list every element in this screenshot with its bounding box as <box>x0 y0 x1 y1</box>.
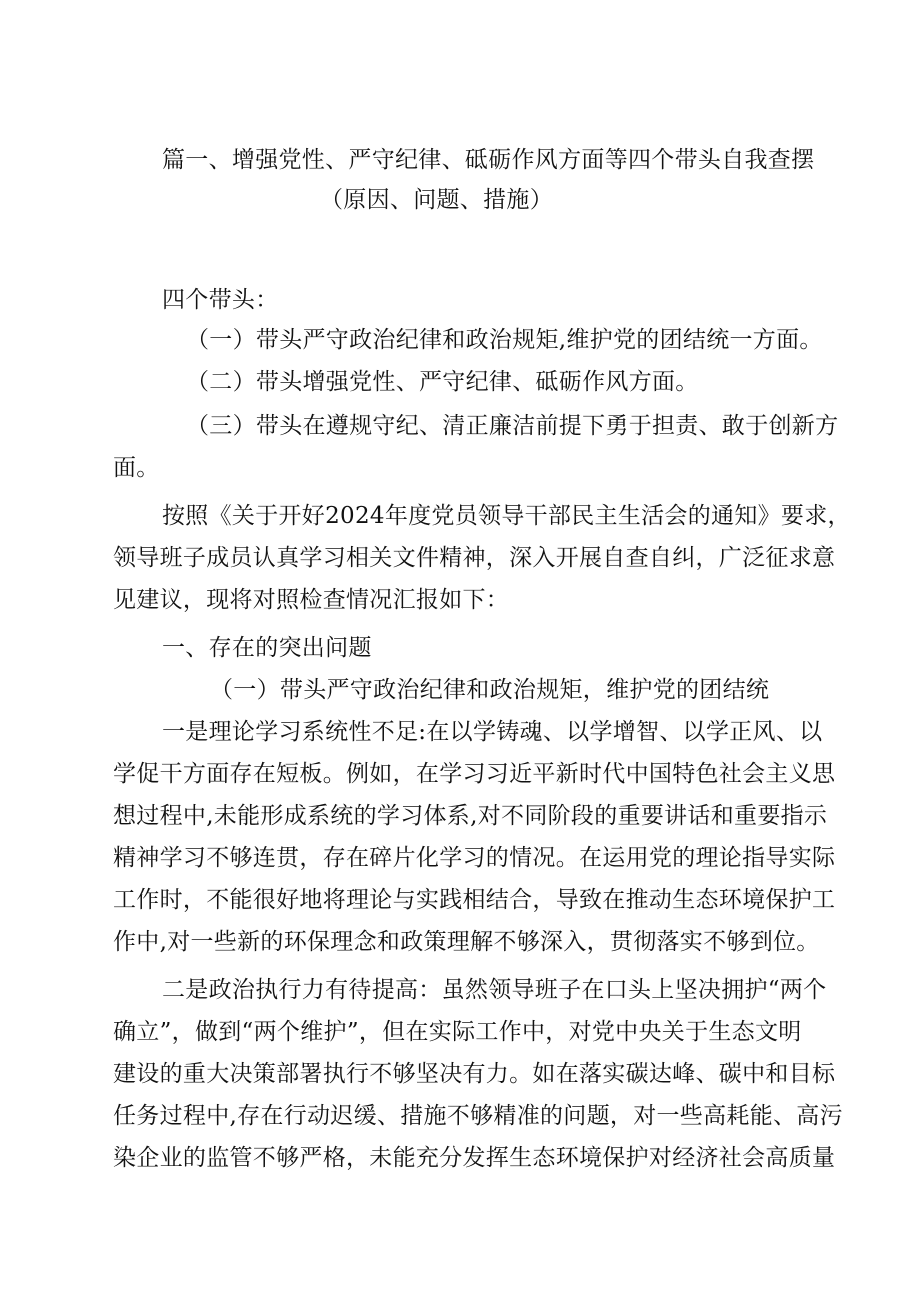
subsection-1-heading: （一）带头严守政治纪律和政治规矩，维护党的团结统 <box>210 677 770 703</box>
section-1-heading: 一、存在的突出问题 <box>162 635 372 661</box>
intro-line-1: 按照《关于开好2024年度党员领导干部民主生活会的通知》要求， <box>162 503 851 529</box>
paragraph-2-line-3: 建设的重大决策部署执行不够坚决有力。如在落实碳达峰、碳中和目标 <box>113 1061 836 1087</box>
paragraph-2-line-2: 确立”，做到“两个维护”，但在实际工作中，对党中央关于生态文明 <box>113 1019 802 1045</box>
paragraph-2-line-5: 染企业的监管不够严格，未能充分发挥生态环境保护对经济社会高质量 <box>113 1145 836 1171</box>
lead-item-2: （二）带头增强党性、严守纪律、砥砺作风方面。 <box>186 369 699 395</box>
paragraph-1-line-2: 学促干方面存在短板。例如，在学习习近平新时代中国特色社会主义思 <box>113 761 836 787</box>
paragraph-1-line-3: 想过程中,未能形成系统的学习体系,对不同阶段的重要讲话和重要指示 <box>113 803 828 829</box>
paragraph-2-line-1: 二是政治执行力有待提高：虽然领导班子在口头上坚决拥护“两个 <box>162 977 827 1003</box>
paragraph-1-line-1: 一是理论学习系统性不足:在以学铸魂、以学增智、以学正风、以 <box>162 719 823 745</box>
paragraph-1-line-4: 精神学习不够连贯，存在碎片化学习的情况。在运用党的理论指导实际 <box>113 845 836 871</box>
paragraph-1-line-5: 工作时，不能很好地将理论与实践相结合，导致在推动生态环境保护工 <box>113 887 836 913</box>
lead-item-1: （一）带头严守政治纪律和政治规矩,维护党的团结统一方面。 <box>186 327 823 353</box>
lead-item-3-line-1: （三）带头在遵规守纪、清正廉洁前提下勇于担责、敢于创新方 <box>186 413 839 439</box>
document-title-line-1: 篇一、增强党性、严守纪律、砥砺作风方面等四个带头自我查摆 <box>162 147 815 173</box>
paragraph-1-line-6: 作中,对一些新的环保理念和政策理解不够深入，贯彻落实不够到位。 <box>113 929 820 955</box>
four-lead-label: 四个带头： <box>162 287 279 313</box>
paragraph-2-line-4: 任务过程中,存在行动迟缓、措施不够精准的问题，对一些高耗能、高污 <box>113 1103 843 1129</box>
document-title-line-2: （原因、问题、措施） <box>320 187 553 213</box>
intro-line-3: 见建议，现将对照检查情况汇报如下： <box>113 587 510 613</box>
lead-item-3-line-2: 面。 <box>113 455 160 481</box>
intro-line-2: 领导班子成员认真学习相关文件精神，深入开展自查自纠，广泛征求意 <box>113 545 836 571</box>
